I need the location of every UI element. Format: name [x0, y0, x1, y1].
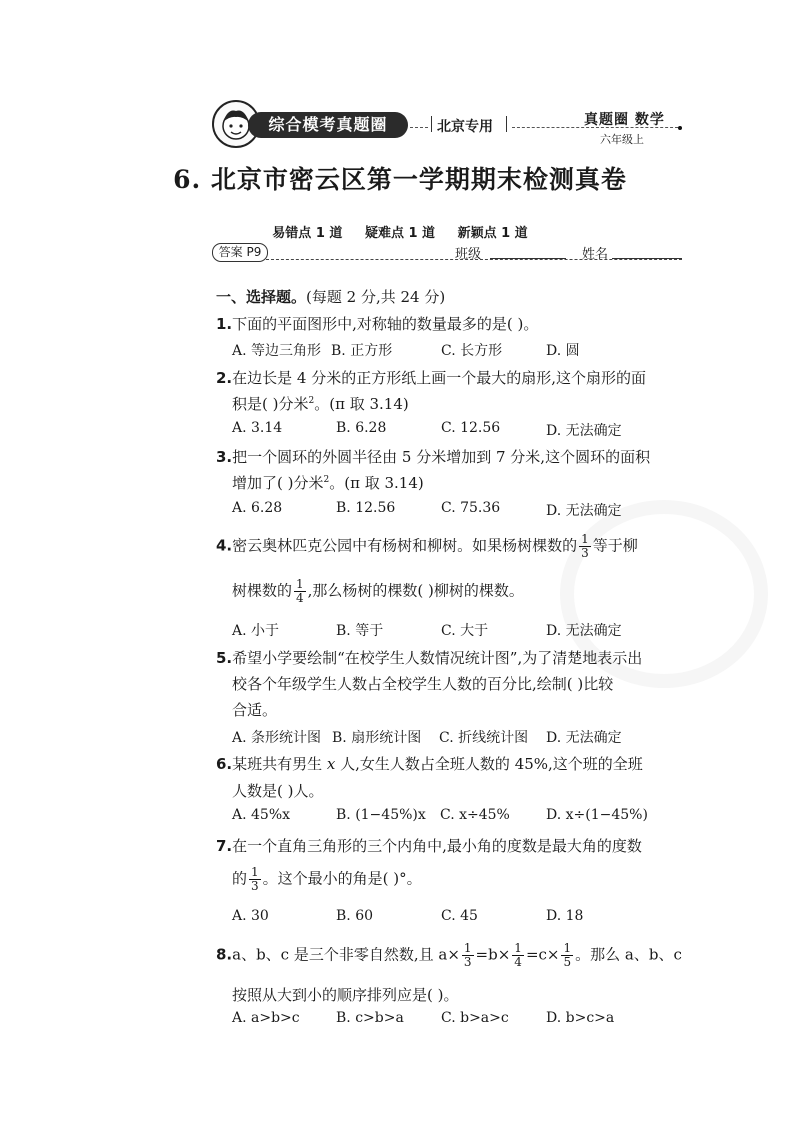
fraction-denominator: 4: [514, 955, 522, 969]
question-5: [216, 647, 642, 668]
fraction-denominator: 3: [463, 955, 472, 969]
option-a[interactable]: A. 30: [232, 908, 269, 924]
option-c[interactable]: C. 75.36: [441, 500, 501, 516]
question-text: 增加了( )分米: [232, 474, 324, 492]
question-text: ,那么杨树的棵数( )柳树的棵数。: [307, 581, 524, 600]
question-7: [216, 835, 642, 856]
option-d[interactable]: D. 无法确定: [546, 503, 622, 519]
question-2: [216, 367, 646, 388]
question-4-cont: [232, 578, 524, 605]
name-field[interactable]: [612, 258, 682, 259]
fraction-denominator: 5: [563, 955, 572, 969]
question-text: 某班共有男生: [232, 755, 327, 773]
option-d[interactable]: D. 无法确定: [546, 623, 622, 639]
option-a[interactable]: A. 45%x: [232, 807, 291, 823]
fraction-numerator: 1: [463, 941, 472, 955]
fraction-denominator: 3: [581, 546, 589, 560]
question-text: 在一个直角三角形的三个内角中,最小角的度数是最大角的度数: [232, 837, 642, 855]
fraction: [294, 578, 306, 605]
option-b[interactable]: B. 60: [336, 908, 374, 924]
question-text: 。(π 取 3.14): [314, 395, 409, 413]
question-5-cont: 合适。: [232, 701, 278, 719]
difficulty-stats: [0, 222, 800, 241]
option-d[interactable]: D. 无法确定: [546, 730, 622, 746]
question-text: 的: [232, 869, 248, 888]
question-text: 人,女生人数占全班人数的 45%,这个班的全班: [335, 755, 643, 773]
question-2-cont: 积是( )分米$^2$。(π 取 3.14): [232, 395, 409, 413]
question-text: 。那么 a、b、c: [575, 945, 682, 964]
option-a[interactable]: A. 3.14: [232, 420, 283, 436]
variable-x: x: [326, 755, 336, 773]
question-text: 在边长是 4 分米的正方形纸上画一个最大的扇形,这个扇形的面: [232, 369, 646, 387]
option-a[interactable]: A. 小于: [232, 623, 280, 639]
option-b[interactable]: B. 正方形: [331, 343, 393, 359]
question-3-cont: 增加了( )分米$^2$。(π 取 3.14): [232, 474, 424, 492]
header-tag: 北京专用: [437, 119, 493, 135]
header-divider: [506, 116, 507, 132]
question-7-cont: [232, 866, 422, 893]
question-number: 6.: [216, 755, 233, 773]
stat-novel: 新颖点 1 道: [457, 226, 528, 241]
question-text: 。这个最小的角是( )°。: [262, 869, 422, 888]
header-dot: [678, 126, 682, 130]
option-c[interactable]: C. x÷45%: [440, 807, 510, 823]
option-b[interactable]: B. (1−45%)x: [336, 807, 426, 823]
header-banner: 综合模考真题圈: [248, 112, 408, 138]
header-brand: 真题圈 数学: [584, 112, 665, 128]
option-d[interactable]: D. b>c>a: [546, 1010, 615, 1026]
class-label: 班级: [455, 247, 482, 262]
question-number: 8.: [216, 945, 233, 964]
question-3: [216, 446, 650, 467]
option-b[interactable]: B. 12.56: [336, 500, 396, 516]
fraction-numerator: 1: [296, 577, 304, 591]
fraction-numerator: 1: [581, 532, 589, 546]
question-text: 树棵数的: [232, 581, 293, 600]
question-text: 把一个圆环的外圆半径由 5 分米增加到 7 分米,这个圆环的面积: [232, 448, 651, 466]
question-8-cont: 按照从大到小的顺序排列应是( )。: [232, 986, 459, 1004]
fraction-numerator: 1: [514, 941, 522, 955]
question-text: 希望小学要绘制“在校学生人数情况统计图”,为了清楚地表示出: [232, 649, 643, 667]
question-text: 等于柳: [592, 536, 638, 555]
option-c[interactable]: C. 折线统计图: [439, 730, 529, 746]
option-c[interactable]: C. 长方形: [441, 343, 503, 359]
fraction: [249, 866, 261, 893]
question-number: 3.: [216, 448, 233, 466]
question-text: =c×: [525, 945, 560, 964]
option-b[interactable]: B. 等于: [336, 623, 384, 639]
stat-difficult: 疑难点 1 道: [364, 226, 436, 241]
option-a[interactable]: A. 条形统计图: [232, 730, 322, 746]
question-text: 下面的平面图形中,对称轴的数量最多的是( )。: [232, 315, 539, 333]
fraction-numerator: 1: [251, 865, 259, 879]
section-heading: [216, 286, 445, 307]
class-field[interactable]: [490, 258, 566, 259]
fraction: [579, 533, 591, 560]
option-a[interactable]: A. 6.28: [232, 500, 283, 516]
option-b[interactable]: B. 6.28: [336, 420, 387, 436]
fraction-denominator: 4: [296, 591, 304, 605]
question-text: 密云奥林匹克公园中有杨树和柳树。如果杨树棵数的: [232, 536, 578, 555]
question-number: 5.: [216, 649, 233, 667]
question-8: [216, 942, 682, 969]
question-number: 7.: [216, 837, 233, 855]
question-1: [216, 313, 538, 334]
header-divider: [431, 116, 432, 132]
option-a[interactable]: A. 等边三角形: [232, 343, 322, 359]
question-4: [216, 533, 638, 560]
question-number: 2.: [216, 369, 233, 387]
page-title: 6. 北京市密云区第一学期期末检测真卷: [173, 165, 627, 194]
header-grade: 六年级上: [600, 133, 644, 146]
question-6: [216, 753, 643, 774]
name-label: 姓名: [582, 247, 609, 262]
option-d[interactable]: D. 18: [546, 908, 584, 924]
option-d[interactable]: D. x÷(1−45%): [546, 807, 648, 823]
section-note: (每题 2 分,共 24 分): [306, 288, 446, 306]
option-c[interactable]: C. 45: [441, 908, 478, 924]
stat-error-prone: 易错点 1 道: [272, 226, 343, 241]
question-text: 。(π 取 3.14): [329, 474, 424, 492]
option-b[interactable]: B. 扇形统计图: [332, 730, 422, 746]
option-c[interactable]: C. 大于: [441, 623, 489, 639]
section-title: 一、选择题。: [216, 288, 307, 306]
option-b[interactable]: B. c>b>a: [336, 1010, 404, 1026]
option-c[interactable]: C. 12.56: [441, 420, 501, 436]
option-d[interactable]: D. 无法确定: [546, 423, 622, 439]
answer-page-badge: 答案 P9: [212, 243, 268, 262]
question-6-cont: 人数是( )人。: [232, 782, 324, 800]
fraction: [512, 942, 524, 969]
question-number: 1.: [216, 315, 233, 333]
question-5-cont: 校各个年级学生人数占全校学生人数的百分比,绘制( )比较: [232, 675, 614, 693]
fraction-numerator: 1: [563, 941, 572, 955]
fraction-denominator: 3: [251, 879, 259, 893]
option-a[interactable]: A. a>b>c: [232, 1010, 300, 1026]
question-text: =b×: [475, 945, 511, 964]
question-text: 积是( )分米: [232, 395, 309, 413]
option-d[interactable]: D. 圆: [546, 343, 580, 359]
option-c[interactable]: C. b>a>c: [441, 1010, 509, 1026]
question-number: 4.: [216, 536, 233, 555]
fraction: [561, 942, 573, 969]
fraction: [462, 942, 474, 969]
header-divider-line: [410, 127, 428, 128]
question-text: a、b、c 是三个非零自然数,且 a×: [232, 945, 460, 964]
